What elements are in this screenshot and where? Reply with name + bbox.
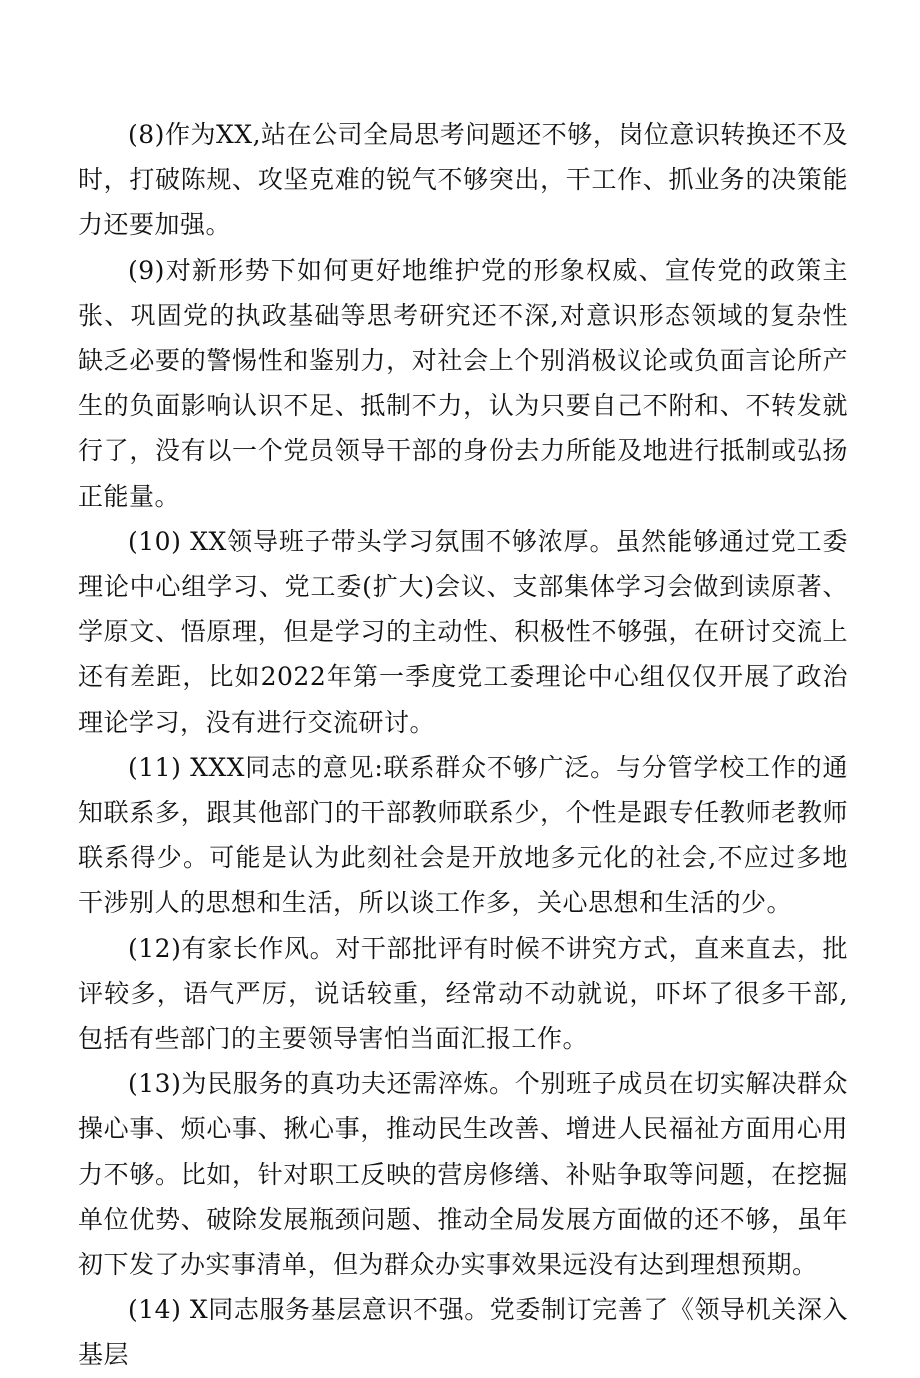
- paragraph-text: XX领导班子带头学习氛围不够浓厚。虽然能够通过党工委理论中心组学习、党工委(扩大)会议、支部集体学习会做到读原著、学原文、悟原理，但是学习的主动性、积极性不够强，在研讨交流上还有差距，比如2022年第一季度党工委理论中心组仅仅开展了政治理论学习，没有进行交流研讨。: [78, 526, 848, 737]
- paragraph-text: X同志服务基层意识不强。党委制订完善了《领导机关深入基层: [78, 1295, 848, 1370]
- paragraph-9: [78, 248, 848, 519]
- paragraph-text: 对新形势下如何更好地维护党的形象权威、宣传党的政策主张、巩固党的执政基础等思考研究还不深,对意识形态领域的复杂性缺乏必要的警惕性和鉴别力，对社会上个别消极议论或负面言论所产生的负面影响认识不足、抵制不力，认为只要自己不附和、不转发就行了，没有以一个党员领导干部的身份去力所能及地进行抵制或弘扬正能量。: [78, 255, 848, 511]
- paragraph-text: 为民服务的真功夫还需淬炼。个别班子成员在切实解决群众操心事、烦心事、揪心事，推动民生改善、增进人民福祉方面用心用力不够。比如，针对职工反映的营房修缮、补贴争取等问题，在挖掘单位优势、破除发展瓶颈问题、推动全局发展方面做的还不够，虽年初下发了办实事清单，但为群众办实事效果远没有达到理想预期。: [78, 1069, 848, 1280]
- paragraph-label: (13): [128, 1069, 182, 1099]
- paragraph-label: (10): [128, 526, 182, 556]
- paragraph-label: (12): [128, 933, 182, 963]
- document-body: [78, 112, 848, 1378]
- paragraph-8: [78, 112, 848, 248]
- paragraph-text: 作为XX,站在公司全局思考问题还不够，岗位意识转换还不及时，打破陈规、攻坚克难的锐气不够突出，干工作、抓业务的决策能力还要加强。: [78, 120, 848, 240]
- paragraph-13: [78, 1061, 848, 1287]
- paragraph-label: (8): [128, 120, 165, 149]
- paragraph-text: XXX同志的意见:联系群众不够广泛。与分管学校工作的通知联系多，跟其他部门的干部教师联系少，个性是跟专任教师老教师联系得少。可能是认为此刻社会是开放地多元化的社会,不应过多地干涉别人的思想和生活，所以谈工作多，关心思想和生活的少。: [78, 752, 848, 918]
- paragraph-label: (9): [128, 255, 165, 285]
- paragraph-text: 有家长作风。对干部批评有时候不讲究方式，直来直去，批评较多，语气严厉，说话较重，经常动不动就说，吓坏了很多干部,包括有些部门的主要领导害怕当面汇报工作。: [78, 933, 848, 1054]
- paragraph-10: [78, 519, 848, 745]
- paragraph-label: (14): [128, 1295, 182, 1325]
- paragraph-12: [78, 926, 848, 1062]
- paragraph-11: [78, 745, 848, 926]
- paragraph-label: (11): [128, 752, 182, 782]
